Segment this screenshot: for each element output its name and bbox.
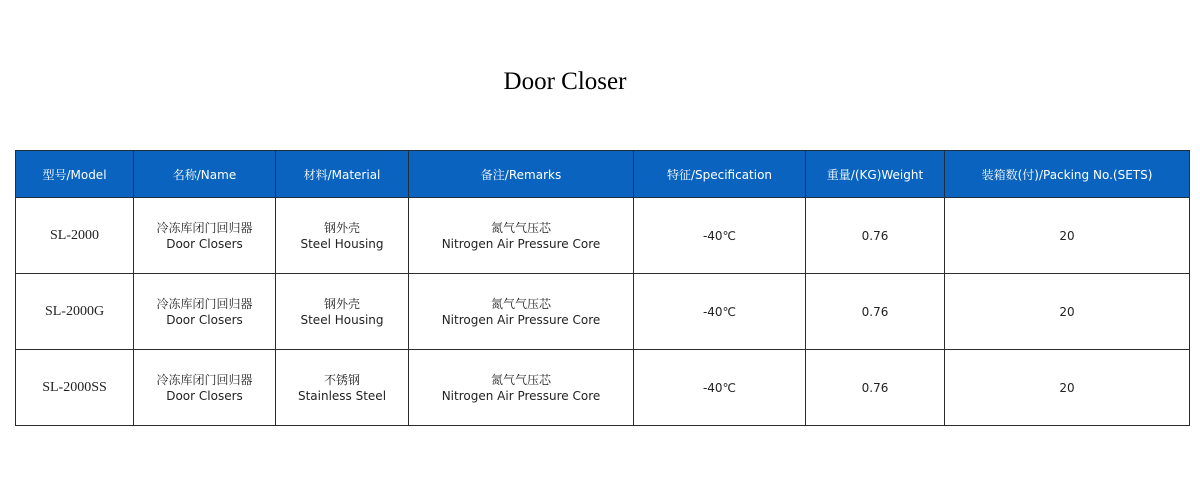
material-cell [276,198,409,274]
material-cn: 钢外壳 [323,220,360,235]
header-model: 型号/Model [16,151,134,198]
specification-cell: -40℃ [634,350,806,426]
name-cn: 冷冻库闭门回归器 [156,220,253,235]
material-en: Stainless Steel [297,388,387,403]
weight-cell: 0.76 [806,198,945,274]
remarks-cn: 氮气气压芯 [490,372,551,387]
remarks-en: Nitrogen Air Pressure Core [441,388,601,403]
material-en: Steel Housing [300,312,384,327]
model-cell: SL-2000SS [16,350,134,426]
name-cell [134,198,276,274]
header-remarks: 备注/Remarks [409,151,634,198]
remarks-cell [409,274,634,350]
packing-cell: 20 [945,198,1190,274]
header-weight: 重量/(KG)Weight [806,151,945,198]
material-en: Steel Housing [300,236,384,251]
header-name: 名称/Name [134,151,276,198]
specification-cell: -40℃ [634,274,806,350]
material-cell [276,274,409,350]
header-packing: 装箱数(付)/Packing No.(SETS) [945,151,1190,198]
packing-cell: 20 [945,350,1190,426]
product-spec-table [15,150,1190,426]
material-cn: 钢外壳 [323,296,360,311]
name-en: Door Closers [166,236,243,251]
remarks-cell [409,198,634,274]
remarks-en: Nitrogen Air Pressure Core [441,236,601,251]
name-en: Door Closers [166,388,243,403]
packing-cell: 20 [945,274,1190,350]
name-cell [134,350,276,426]
specification-cell: -40℃ [634,198,806,274]
remarks-cell [409,350,634,426]
weight-cell: 0.76 [806,274,945,350]
model-cell: SL-2000G [16,274,134,350]
name-en: Door Closers [166,312,243,327]
table-row [16,198,1190,274]
material-cell [276,350,409,426]
weight-cell: 0.76 [806,350,945,426]
page-title: Door Closer [503,68,627,95]
model-cell: SL-2000 [16,198,134,274]
header-specification: 特征/Specification [634,151,806,198]
table-header-row [16,151,1190,198]
name-cn: 冷冻库闭门回归器 [156,296,253,311]
header-material: 材料/Material [276,151,409,198]
remarks-cn: 氮气气压芯 [490,220,551,235]
name-cn: 冷冻库闭门回归器 [156,372,253,387]
name-cell [134,274,276,350]
table-row [16,274,1190,350]
table-row [16,350,1190,426]
remarks-cn: 氮气气压芯 [490,296,551,311]
remarks-en: Nitrogen Air Pressure Core [441,312,601,327]
material-cn: 不锈钢 [323,372,360,387]
